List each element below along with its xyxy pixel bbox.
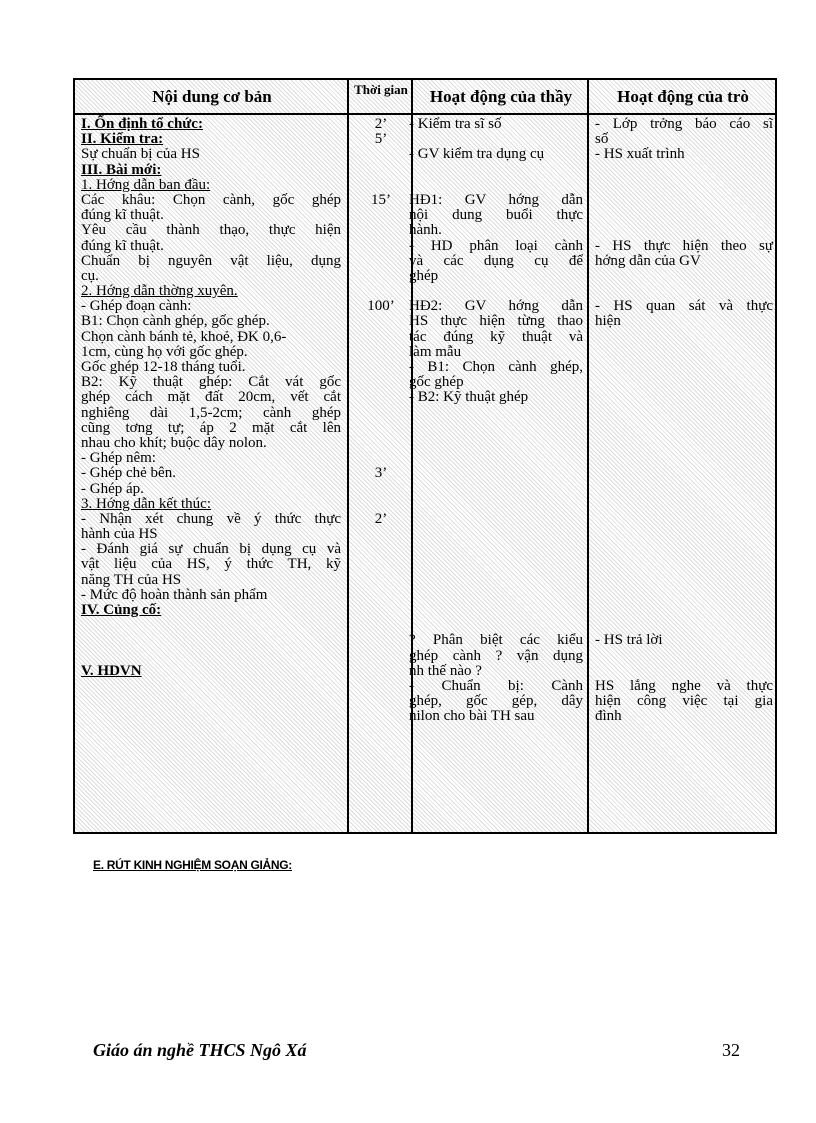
table-line: hiện công việc tại gia (595, 693, 773, 710)
table-line (595, 557, 773, 572)
table-line (409, 573, 583, 588)
table-line (595, 527, 773, 542)
table-line: - Lớp trởng báo cáo sĩ (595, 116, 773, 132)
table-line (349, 208, 413, 223)
table-line: và các dụng cụ để (409, 252, 583, 269)
table-line: Yêu cầu thành thạo, thực hiện (81, 222, 341, 239)
time-column (349, 117, 413, 527)
table-line (595, 497, 773, 512)
table-line (595, 573, 773, 588)
table-line (595, 512, 773, 527)
table-line: nilon cho bài TH sau (409, 708, 535, 725)
content-column (81, 117, 341, 679)
table-line (349, 482, 413, 497)
table-line: - Nhận xét chung về ý thức thực (81, 510, 341, 527)
table-line: HĐ1: GV hớng dẫn (409, 191, 583, 208)
table-line: - B1: Chọn cành ghép, (409, 359, 583, 375)
table-line (349, 345, 413, 360)
header-student-activity: Hoạt động của trò (589, 80, 777, 115)
table-line: đúng kĩ thuật. (81, 237, 164, 254)
table-line: vật liệu của HS, ý thức TH, kỹ (81, 556, 341, 573)
table-line (595, 330, 773, 345)
header-teacher-activity: Hoạt động của thầy (413, 80, 589, 115)
table-line: đình (595, 708, 622, 725)
table-line: hớng dẫn của GV (595, 252, 701, 269)
table-line (409, 588, 583, 603)
table-line (349, 421, 413, 436)
table-line (595, 664, 773, 679)
table-line: - HS quan sát và thực (595, 298, 773, 315)
table-line (409, 542, 583, 557)
table-line (595, 284, 773, 299)
table-line (409, 132, 583, 147)
table-line (349, 254, 413, 269)
table-line (595, 375, 773, 390)
table-line: gốc ghép (409, 374, 464, 391)
table-line (349, 239, 413, 254)
table-line (409, 527, 583, 542)
table-line: - Đánh giá sự chuẩn bị dụng cụ và (81, 541, 341, 558)
table-line: - Kiểm tra sĩ số (409, 116, 502, 132)
table-line (349, 284, 413, 299)
table-line: làm mẫu (409, 343, 462, 360)
table-line: ghép (409, 267, 439, 284)
table-line: cũng tơng tự; áp 2 mặt cắt lên (81, 419, 341, 436)
table-line (81, 618, 341, 633)
table-line: Gốc ghép 12-18 tháng tuổi. (81, 359, 246, 375)
table-line (409, 163, 583, 178)
table-line (595, 649, 773, 664)
header-content: Nội dung cơ bản (75, 80, 349, 115)
table-line (595, 588, 773, 603)
table-line (349, 390, 413, 405)
table-line (595, 436, 773, 451)
table-line: nhau cho khít; buộc dây nolon. (81, 434, 267, 451)
table-line: ghép, gốc gép, dây (409, 693, 583, 710)
table-line (409, 618, 583, 633)
table-line (409, 451, 583, 466)
table-line: cụ. (81, 267, 99, 284)
table-line (595, 269, 773, 284)
table-line: hành. (409, 222, 442, 239)
table-line (81, 649, 341, 664)
table-line: - HS thực hiện theo sự (595, 237, 773, 254)
table-line (349, 314, 413, 329)
table-line: 3. Hớng dẫn kết thúc: (81, 495, 211, 512)
table-line (81, 633, 341, 648)
table-line: 15’ (371, 191, 391, 208)
table-line (349, 406, 413, 421)
table-line (595, 208, 773, 223)
table-line (595, 223, 773, 238)
table-line (409, 482, 583, 497)
table-line (595, 406, 773, 421)
table-line (409, 512, 583, 527)
table-line (595, 451, 773, 466)
table-line (595, 482, 773, 497)
table-line (349, 375, 413, 390)
table-line (595, 345, 773, 360)
table-line: ghép cành ? vận dụng (409, 647, 583, 664)
table-line (409, 557, 583, 572)
table-line: I. Ổn định tổ chức: (81, 116, 203, 132)
table-line: - Ghép nêm: (81, 450, 156, 467)
student-activity-column (595, 117, 773, 725)
table-line (409, 436, 583, 451)
table-line (349, 451, 413, 466)
table-line (595, 466, 773, 481)
table-line: 1cm, cùng họ với gốc ghép. (81, 343, 248, 360)
table-line: hành của HS (81, 526, 158, 543)
table-line: HS lắng nghe và thực (595, 677, 773, 694)
table-line: III. Bài mới: (81, 161, 162, 178)
table-line: ? Phân biệt các kiểu (409, 632, 583, 649)
table-line (595, 193, 773, 208)
teacher-activity-column (409, 117, 583, 725)
table-line: HS thực hiện từng thao (409, 313, 583, 330)
lesson-plan-table (73, 78, 777, 834)
table-line: II. Kiểm tra: (81, 131, 164, 148)
table-line: V. HDVN (81, 662, 142, 679)
table-line: nội dung buổi thực (409, 207, 583, 224)
table-line: 100’ (367, 298, 395, 315)
table-line: nghiêng dài 1,5-2cm; cành ghép (81, 404, 341, 421)
table-line: ghép cách mặt đất 20cm, vết cắt (81, 389, 341, 406)
table-line: nh thế nào ? (409, 662, 482, 679)
table-line: - Mức độ hoàn thành sản phẩm (81, 586, 268, 603)
table-line: - B2: Kỹ thuật ghép (409, 389, 529, 406)
table-line (595, 163, 773, 178)
table-line: - HD phân loại cành (409, 237, 583, 254)
table-line: - Ghép chẻ bên. (81, 465, 176, 482)
table-line: 2’ (374, 116, 388, 132)
table-line: 5’ (374, 131, 388, 148)
table-line: - Chuẩn bị: Cành (409, 677, 583, 694)
table-line: IV. Củng cố: (81, 602, 162, 618)
table-line (595, 603, 773, 618)
table-line: Sự chuẩn bị của HS (81, 146, 200, 163)
table-line: 2’ (374, 510, 388, 527)
table-line: - Ghép đoạn cành: (81, 298, 192, 315)
table-line: - GV kiểm tra dụng cụ (409, 146, 545, 163)
table-line: 2. Hớng dẫn thờng xuyên. (81, 283, 238, 300)
table-line (349, 163, 413, 178)
table-line (409, 421, 583, 436)
table-line (349, 178, 413, 193)
table-line: đúng kĩ thuật. (81, 207, 164, 224)
table-line: Chuẩn bị nguyên vật liệu, dụng (81, 252, 341, 269)
table-line (595, 542, 773, 557)
table-line (349, 269, 413, 284)
table-line: hiện (595, 313, 621, 330)
table-line: B1: Chọn cành ghép, gốc ghép. (81, 313, 270, 330)
table-line (409, 178, 583, 193)
table-line: - HS xuất trình (595, 146, 685, 163)
table-line: 1. Hớng dẫn ban đầu: (81, 176, 211, 193)
table-line (595, 390, 773, 405)
table-line: tác đúng kỹ thuật và (409, 328, 583, 345)
table-line (409, 466, 583, 481)
table-line: - Ghép áp. (81, 480, 144, 497)
section-e-heading: E. RÚT KINH NGHIỆM SOẠN GIẢNG: (93, 858, 293, 872)
table-line (349, 223, 413, 238)
table-line: Các khâu: Chọn cành, gốc ghép (81, 191, 341, 208)
table-line: - HS trả lời (595, 632, 663, 649)
table-line: 3’ (374, 465, 388, 482)
page-number: 32 (722, 1040, 740, 1060)
table-line (409, 497, 583, 512)
footer-document-title: Giáo án nghề THCS Ngô Xá (93, 1040, 307, 1060)
table-line: B2: Kỹ thuật ghép: Cắt vát gốc (81, 374, 341, 391)
table-line (409, 406, 583, 421)
column-divider (587, 80, 589, 832)
table-line (349, 360, 413, 375)
table-line (595, 421, 773, 436)
header-time: Thời gian (349, 80, 413, 115)
table-line (349, 497, 413, 512)
table-line (595, 360, 773, 375)
table-line: số (595, 131, 609, 148)
table-line (349, 147, 413, 162)
table-line: năng TH của HS (81, 571, 182, 588)
table-line (409, 603, 583, 618)
table-line: HĐ2: GV hớng dẫn (409, 298, 583, 315)
table-line (595, 618, 773, 633)
table-line: Chọn cành bánh tẻ, khoẻ, ĐK 0,6- (81, 328, 287, 345)
table-line (349, 436, 413, 451)
table-line (409, 284, 583, 299)
table-line (349, 330, 413, 345)
table-line (595, 178, 773, 193)
